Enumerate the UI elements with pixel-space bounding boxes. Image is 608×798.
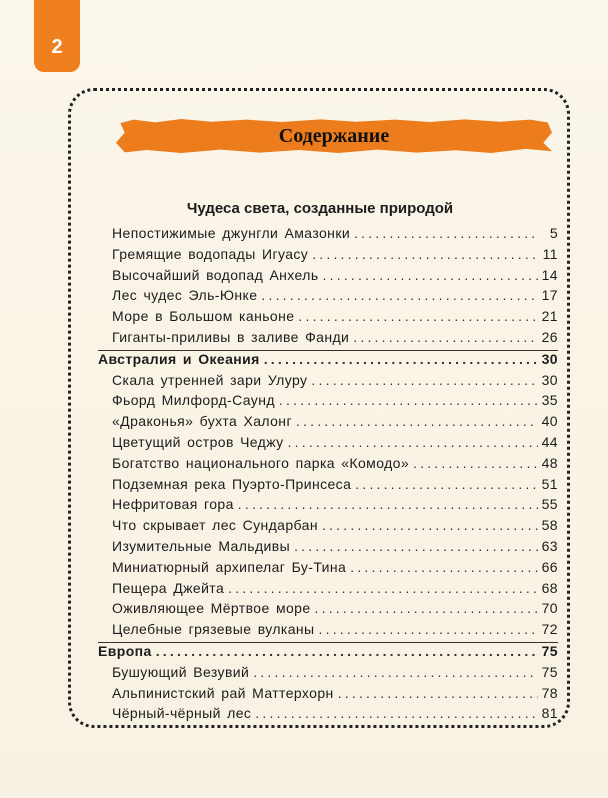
toc-entry[interactable] xyxy=(98,705,558,726)
toc-entry[interactable] xyxy=(98,372,558,393)
toc-entry-title: Чёрный-чёрный лес xyxy=(112,705,252,722)
toc-group-title: Европа xyxy=(98,642,152,659)
toc-entry-page: 66 xyxy=(541,558,558,575)
leader-dots xyxy=(353,329,537,345)
toc-entry[interactable] xyxy=(98,329,558,350)
leader-dots xyxy=(322,517,538,533)
toc-entry-title: «Драконья» бухта Халонг xyxy=(112,413,292,430)
leader-dots xyxy=(279,392,538,408)
leader-dots xyxy=(296,413,538,429)
toc-entry[interactable] xyxy=(98,559,558,580)
toc-entry[interactable] xyxy=(98,455,558,476)
leader-dots xyxy=(323,267,538,283)
leader-dots xyxy=(312,246,538,262)
toc-entry[interactable] xyxy=(98,476,558,497)
toc-group-heading[interactable] xyxy=(98,350,558,372)
toc-entry-title: Цветущий остров Чеджу xyxy=(112,433,284,450)
toc-entry-title: Что скрывает лес Сундарбан xyxy=(112,517,318,534)
leader-dots xyxy=(288,434,538,450)
toc-entry-title: Богатство национального парка «Комодо» xyxy=(112,454,410,471)
toc-entry-page: 21 xyxy=(541,308,558,325)
leader-dots xyxy=(355,476,537,492)
toc-entry-page: 70 xyxy=(541,600,558,617)
toc-entry[interactable] xyxy=(98,600,558,621)
toc-entry-page: 75 xyxy=(541,663,558,680)
toc-entry-page: 51 xyxy=(541,475,558,492)
page-number-tab xyxy=(34,0,80,72)
toc-entry[interactable] xyxy=(98,621,558,642)
table-of-contents xyxy=(98,225,558,726)
toc-entry-title: Скала утренней зари Улуру xyxy=(112,371,308,388)
toc-entry-page: 55 xyxy=(541,496,558,513)
toc-entry-title: Лес чудес Эль-Юнке xyxy=(112,287,258,304)
toc-entry-page: 63 xyxy=(541,537,558,554)
leader-dots xyxy=(319,621,538,637)
toc-entry-title: Пещера Джейта xyxy=(112,579,225,596)
leader-dots xyxy=(315,600,538,616)
leader-dots xyxy=(228,580,537,596)
page-number: 2 xyxy=(51,35,63,58)
toc-entry-page: 72 xyxy=(541,621,558,638)
toc-entry-page: 14 xyxy=(541,266,558,283)
toc-entry[interactable] xyxy=(98,664,558,685)
toc-entry-page: 11 xyxy=(542,245,558,262)
toc-entry-title: Изумительные Мальдивы xyxy=(112,537,291,554)
toc-entry-page: 68 xyxy=(541,579,558,596)
toc-entry-page: 26 xyxy=(541,328,558,345)
leader-dots xyxy=(264,351,538,367)
toc-entry[interactable] xyxy=(98,517,558,538)
toc-entry-title: Непостижимые джунгли Амазонки xyxy=(112,225,351,241)
toc-entry-page: 48 xyxy=(541,454,558,471)
toc-entry-title: Фьорд Милфорд-Саунд xyxy=(112,392,275,409)
leader-dots xyxy=(350,559,537,575)
leader-dots xyxy=(261,287,537,303)
leader-dots xyxy=(311,372,537,388)
toc-entry[interactable] xyxy=(98,246,558,267)
toc-entry-title: Оживляющее Мёртвое море xyxy=(112,600,311,617)
toc-entry-title: Подземная река Пуэрто-Принсеса xyxy=(112,475,352,492)
toc-entry-page: 30 xyxy=(541,371,558,388)
toc-entry-page: 78 xyxy=(541,684,558,701)
toc-entry[interactable] xyxy=(98,685,558,706)
page-title: Содержание xyxy=(278,124,390,147)
toc-entry-title: Высочайший водопад Анхель xyxy=(112,266,319,283)
leader-dots xyxy=(413,455,538,471)
toc-entry[interactable] xyxy=(98,538,558,559)
toc-entry[interactable] xyxy=(98,434,558,455)
leader-dots xyxy=(354,225,538,241)
toc-entry[interactable] xyxy=(98,496,558,517)
toc-entry-title: Море в Большом каньоне xyxy=(112,308,295,325)
toc-entry-page: 81 xyxy=(541,705,558,722)
leader-dots xyxy=(338,685,538,701)
toc-entry[interactable] xyxy=(98,392,558,413)
toc-entry-title: Альпинистский рай Маттерхорн xyxy=(112,684,334,701)
leader-dots xyxy=(238,496,538,512)
toc-entry[interactable] xyxy=(98,287,558,308)
toc-entry[interactable] xyxy=(98,580,558,601)
section-heading: Чудеса света, созданные природой xyxy=(186,200,454,217)
leader-dots xyxy=(253,664,537,680)
toc-group-page: 30 xyxy=(541,350,558,367)
leader-dots xyxy=(255,705,537,721)
toc-entry[interactable] xyxy=(98,225,558,246)
toc-entry-page: 44 xyxy=(541,433,558,450)
leader-dots xyxy=(294,538,538,554)
toc-entry-title: Целебные грязевые вулканы xyxy=(112,621,315,638)
toc-entry-page: 40 xyxy=(541,413,558,430)
toc-entry[interactable] xyxy=(98,413,558,434)
toc-entry-title: Бушующий Везувий xyxy=(112,663,250,680)
leader-dots xyxy=(298,308,537,324)
toc-group-page: 75 xyxy=(541,642,558,659)
toc-entry-title: Гремящие водопады Игуасу xyxy=(112,245,309,262)
toc-entry-page: 58 xyxy=(541,517,558,534)
toc-entry[interactable] xyxy=(98,267,558,288)
leader-dots xyxy=(156,643,538,659)
toc-entry-title: Гиганты-приливы в заливе Фанди xyxy=(112,328,350,345)
toc-entry-page: 17 xyxy=(541,287,558,304)
toc-group-title: Австралия и Океания xyxy=(98,350,260,367)
toc-entry-title: Миниатюрный архипелаг Бу-Тина xyxy=(112,558,347,575)
toc-entry-title: Нефритовая гора xyxy=(112,496,234,513)
toc-group-heading[interactable] xyxy=(98,642,558,664)
toc-entry-page: 35 xyxy=(541,392,558,409)
toc-entry[interactable] xyxy=(98,308,558,329)
toc-entry-page: 5 xyxy=(549,225,558,241)
